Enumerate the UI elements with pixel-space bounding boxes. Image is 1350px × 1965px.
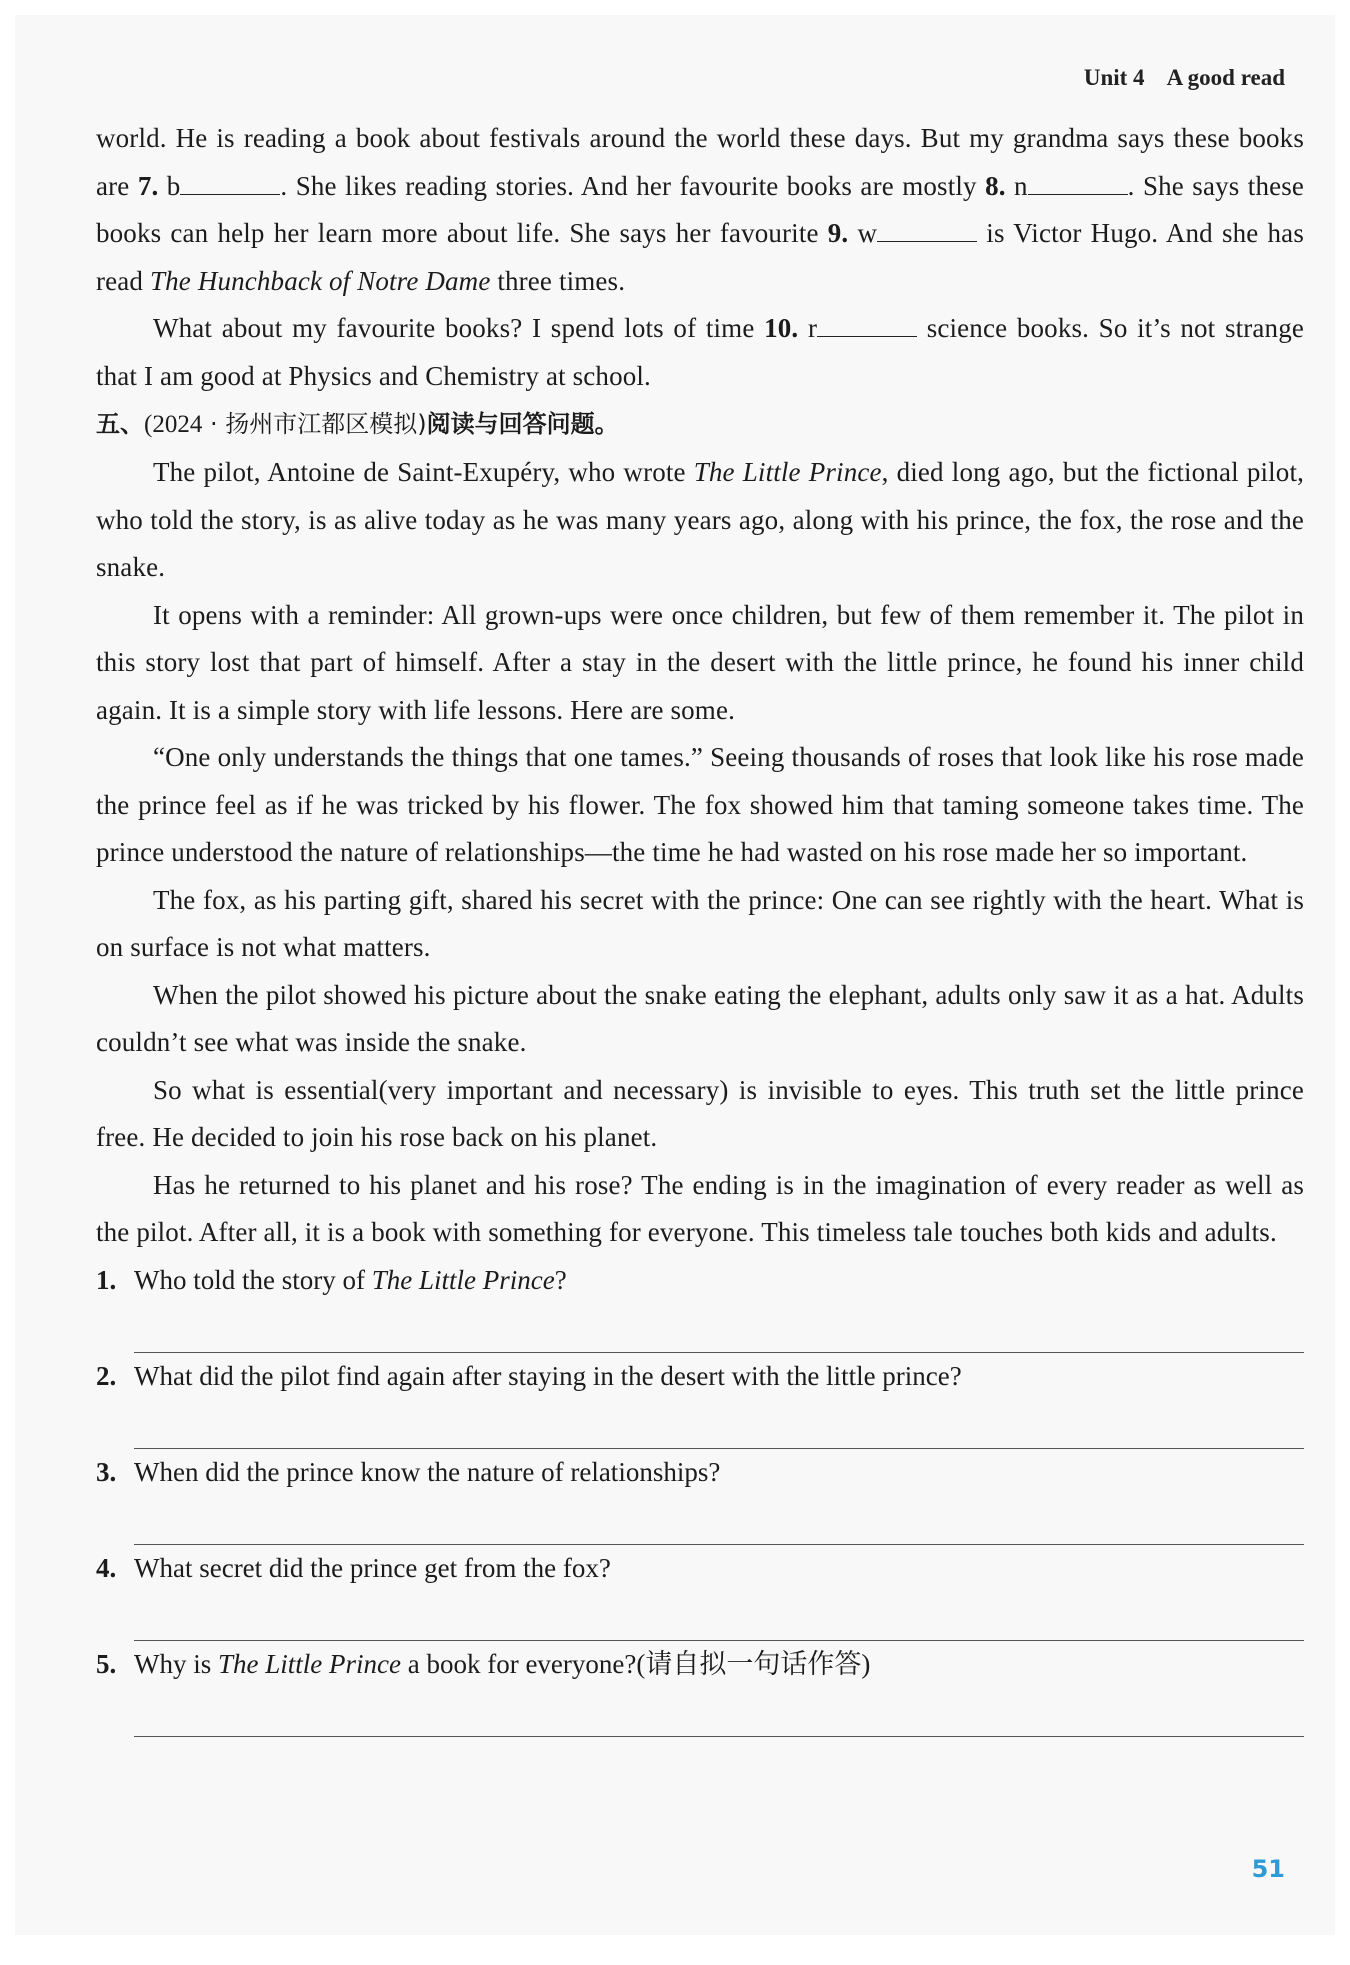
- unit-title: A good read: [1166, 65, 1285, 90]
- blank-8[interactable]: [1028, 172, 1128, 195]
- question-text-part: ?: [554, 1264, 567, 1295]
- cloze-text: . She likes reading stories. And her favourite books are mostly: [280, 170, 977, 201]
- workbook-page: [15, 15, 1335, 1935]
- question-text-part: What secret did the prince get from the fox?: [134, 1552, 611, 1583]
- question-text: [96, 1449, 1304, 1496]
- passage-text: The pilot, Antoine de Saint-Exupéry, who wrote: [153, 457, 694, 487]
- passage-paragraph-3: “One only understands the things that one tames.” Seeing thousands of roses that look like his rose made the prince feel as if he was tricked by his flower. The fox showed him that taming someone takes time. The prince understood the nature of relationships—the time he had wasted on his rose made her so important.: [96, 742, 1304, 867]
- blank-10[interactable]: [817, 314, 917, 337]
- cloze-paragraph-2: [96, 305, 1304, 400]
- question-text-part: When did the prince know the nature of relationships?: [134, 1456, 721, 1487]
- cloze-text: What about my favourite books? I spend lots of time: [153, 313, 765, 343]
- question-number: 2.: [96, 1360, 117, 1391]
- question-text: [96, 1353, 1304, 1400]
- section-instruction: 阅读与回答问题。: [426, 410, 619, 438]
- page-number: 51: [1251, 1855, 1285, 1883]
- passage-paragraph-1: [96, 449, 1304, 592]
- section-source: · 扬州市江都区模拟): [202, 410, 427, 438]
- question-number: 4.: [96, 1552, 117, 1583]
- answer-line-4[interactable]: [134, 1592, 1304, 1641]
- book-title: The Little Prince: [371, 1264, 555, 1295]
- question-4: [96, 1545, 1304, 1641]
- blank-number-9: 9.: [827, 218, 849, 248]
- cloze-text: is Victor Hugo. And she has read: [96, 218, 1304, 296]
- question-text: [96, 1545, 1304, 1592]
- cloze-text: world. He is reading a book about festivals around the world these days. But my grandma says: [96, 123, 1165, 153]
- page-header: [1084, 65, 1285, 91]
- cloze-text: . She says these books can help her learn more about life. She says her favourite: [96, 170, 1305, 248]
- answer-line-1[interactable]: [134, 1304, 1304, 1353]
- passage-paragraph-4: The fox, as his parting gift, shared his secret with the prince: One can see rightly with the heart. What is on surface is not what matters.: [96, 884, 1304, 962]
- book-title: The Hunchback of Notre Dame: [149, 265, 491, 296]
- question-2: [96, 1353, 1304, 1449]
- answer-line-5[interactable]: [134, 1688, 1304, 1737]
- blank-9[interactable]: [877, 219, 977, 242]
- question-text-part: What did the pilot find again after staying in the desert with the little prince?: [134, 1360, 962, 1391]
- question-number: 3.: [96, 1456, 117, 1487]
- unit-label: Unit 4: [1083, 65, 1145, 90]
- section-year: (2024: [144, 411, 203, 438]
- page-content: [96, 115, 1304, 1737]
- answer-line-3[interactable]: [134, 1496, 1304, 1545]
- question-text-part: a book for everyone?(请自拟一句话作答): [400, 1648, 871, 1679]
- blank-letter-7: b: [158, 170, 181, 201]
- blank-number-7: 7.: [137, 170, 159, 201]
- blank-letter-8: n: [1005, 170, 1028, 201]
- blank-letter-10: r: [798, 313, 818, 343]
- passage-text: , died long ago, but the fictional pilot, who told the story, is as alive today as he was many years ago, along with his prince, the fox, the rose and the snake.: [96, 457, 1305, 582]
- question-text-part: Who told the story of: [134, 1264, 372, 1295]
- passage-paragraph-5: When the pilot showed his picture about the snake eating the elephant, adults only saw it as a hat. Adults couldn’t see what was inside the snake.: [96, 979, 1304, 1057]
- question-1: [96, 1257, 1304, 1353]
- cloze-text: science books. So it’s not strange that I am good at Physics and Chemistry at school.: [96, 313, 1304, 391]
- question-text: [96, 1257, 1304, 1304]
- section-5-heading: [96, 400, 1304, 449]
- passage-paragraph-6: So what is essential(very important and necessary) is invisible to eyes. This truth set the little prince free. He decided to join his rose back on his planet.: [96, 1074, 1304, 1152]
- cloze-text: three times.: [490, 265, 626, 296]
- question-5: [96, 1641, 1304, 1737]
- question-number: 5.: [96, 1648, 117, 1679]
- question-text: [96, 1641, 1304, 1688]
- question-number: 1.: [96, 1264, 117, 1295]
- cloze-paragraph-1: [96, 115, 1304, 305]
- question-text-part: Why is: [134, 1648, 218, 1679]
- cloze-text: these books are: [96, 123, 1304, 201]
- blank-7[interactable]: [180, 172, 280, 195]
- blank-number-8: 8.: [985, 170, 1006, 201]
- passage-paragraph-7: Has he returned to his planet and his rose? The ending is in the imagination of every reader as well as the pilot. After all, it is a book with something for everyone. This timeless tale touches both kids and adults.: [96, 1169, 1304, 1247]
- question-3: [96, 1449, 1304, 1545]
- book-title: The Little Prince: [218, 1648, 401, 1679]
- section-label: 五、: [96, 410, 144, 438]
- blank-letter-9: w: [848, 218, 878, 248]
- blank-number-10: 10.: [764, 313, 799, 343]
- passage-paragraph-2: It opens with a reminder: All grown-ups were once children, but few of them remember it. The pilot in this story lost that part of himself. After a stay in the desert with the little prince, he found his inner child again. It is a simple story with life lessons. Here are some.: [96, 599, 1304, 725]
- answer-line-2[interactable]: [134, 1400, 1304, 1449]
- book-title: The Little Prince: [693, 457, 882, 487]
